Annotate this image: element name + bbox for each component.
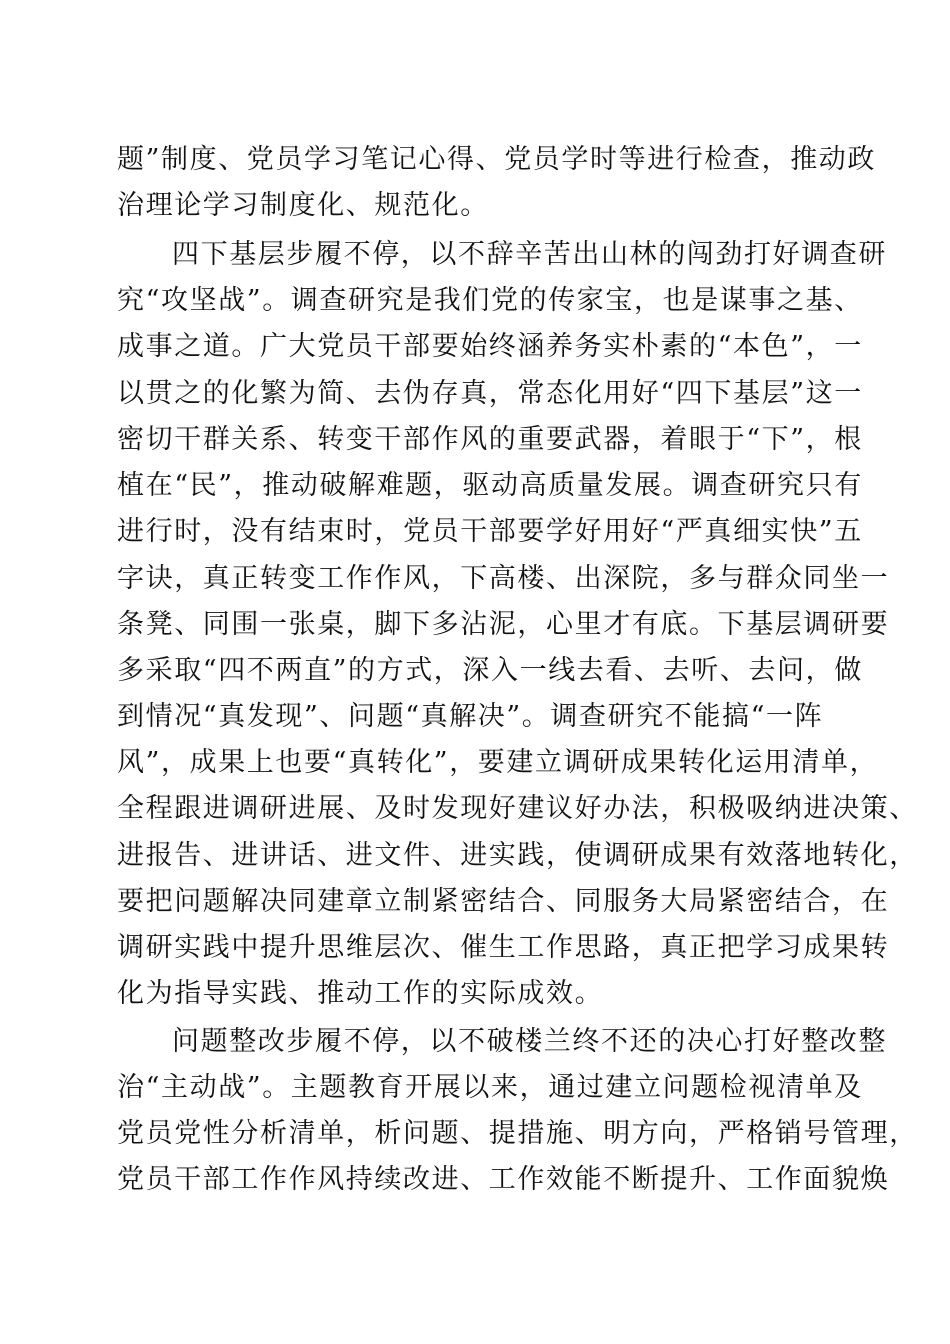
text-line: 治“主动战”。主题教育开展以来，通过建立问题检视清单及 [117,1072,863,1103]
text-line: 党员党性分析清单，析问题、提措施、明方向，严格销号管理， [117,1118,918,1149]
paragraph-start-line: 四下基层步履不停，以不辞辛苦出山林的闯劲打好调查研 [172,239,887,270]
text-line: 全程跟进调研进展、及时发现好建议好办法，积极吸纳进决策、 [117,793,918,824]
text-line: 题”制度、党员学习笔记心得、党员学时等进行检查，推动政 [117,144,877,175]
text-line: 调研实践中提升思维层次、催生工作思路，真正把学习成果转 [117,932,890,963]
text-line: 密切干群关系、转变干部作风的重要武器，着眼于“下”，根 [117,424,863,455]
text-line: 字诀，真正转变工作作风，下高楼、出深院，多与群众同坐一 [117,563,890,594]
text-line: 治理论学习制度化、规范化。 [117,190,489,221]
text-line: 条凳、同围一张桌，脚下多沾泥，心里才有底。下基层调研要 [117,609,890,640]
text-line: 风”，成果上也要“真转化”，要建立调研成果转化运用清单， [117,747,879,778]
paragraph-start-line: 问题整改步履不停，以不破楼兰终不还的决心打好整改整 [172,1026,887,1057]
text-line: 进报告、进讲话、进文件、进实践，使调研成果有效落地转化， [117,840,918,871]
text-line: 到情况“真发现”、问题“真解决”。调查研究不能搞“一阵 [117,701,824,732]
text-line: 成事之道。广大党员干部要始终涵养务实朴素的“本色”，一 [117,331,863,362]
text-line: 党员干部工作作风持续改进、工作效能不断提升、工作面貌焕 [117,1164,890,1195]
text-line: 化为指导实践、推动工作的实际成效。 [117,978,604,1009]
text-line: 进行时，没有结束时，党员干部要学好用好“严真细实快”五 [117,516,863,547]
text-line: 究“攻坚战”。调查研究是我们党的传家宝，也是谋事之基、 [117,285,863,316]
text-line: 以贯之的化繁为简、去伪存真，常态化用好“四下基层”这一 [117,378,863,409]
text-line: 多采取“四不两直”的方式，深入一线去看、去听、去问，做 [117,655,863,686]
text-line: 植在“民”，推动破解难题，驱动高质量发展。调查研究只有 [117,470,863,501]
text-line: 要把问题解决同建章立制紧密结合、同服务大局紧密结合，在 [117,886,890,917]
